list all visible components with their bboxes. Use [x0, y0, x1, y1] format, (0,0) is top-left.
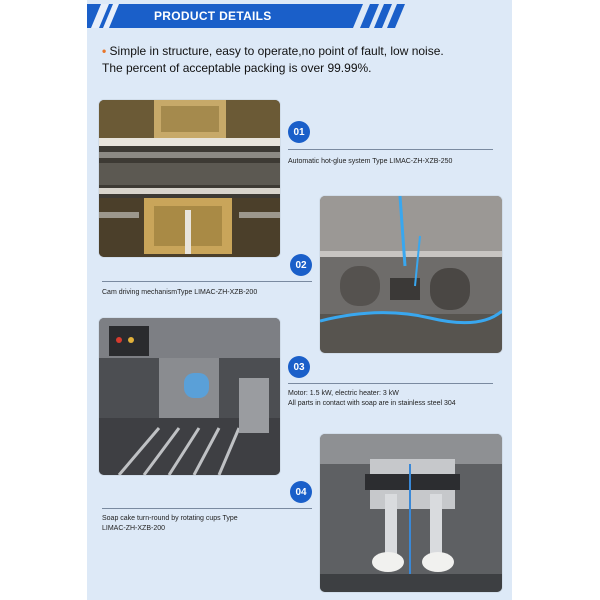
intro-text: [102, 43, 502, 77]
feature-number-badge-03: 03: [288, 356, 310, 378]
photo-motor-heater: [99, 318, 280, 475]
header-banner: [87, 0, 512, 36]
photo-hot-glue-system: [99, 100, 280, 257]
photo-rotating-cups: [320, 434, 502, 592]
feature-caption-02: Cam driving mechanismType LIMAC-ZH-XZB-200: [102, 289, 258, 296]
divider-02: [102, 281, 312, 282]
photo-cam-driving-mechanism: [320, 196, 502, 353]
divider-01: [288, 149, 493, 150]
feature-caption-04: Soap cake turn-round by rotating cups Type LIMAC-ZH-XZB-200: [102, 515, 238, 532]
intro-line-2: The percent of acceptable packing is over 99.99%.: [102, 61, 372, 75]
intro-line-1: • Simple in structure, easy to operate,no point of fault, low noise.: [102, 44, 444, 58]
feature-number-badge-02: 02: [290, 254, 312, 276]
feature-caption-01: Automatic hot-glue system Type LIMAC-ZH-XZB-250: [288, 158, 453, 165]
bullet-icon: •: [102, 44, 107, 58]
divider-03: [288, 383, 493, 384]
product-details-page: [87, 0, 512, 600]
feature-number-badge-01: 01: [288, 121, 310, 143]
feature-number-badge-04: 04: [290, 481, 312, 503]
page-title: PRODUCT DETAILS: [154, 9, 272, 23]
feature-caption-03: Motor: 1.5 kW, electric heater: 3 kW All parts in contact with soap are in stainless steel 304: [288, 390, 456, 407]
divider-04: [102, 508, 312, 509]
